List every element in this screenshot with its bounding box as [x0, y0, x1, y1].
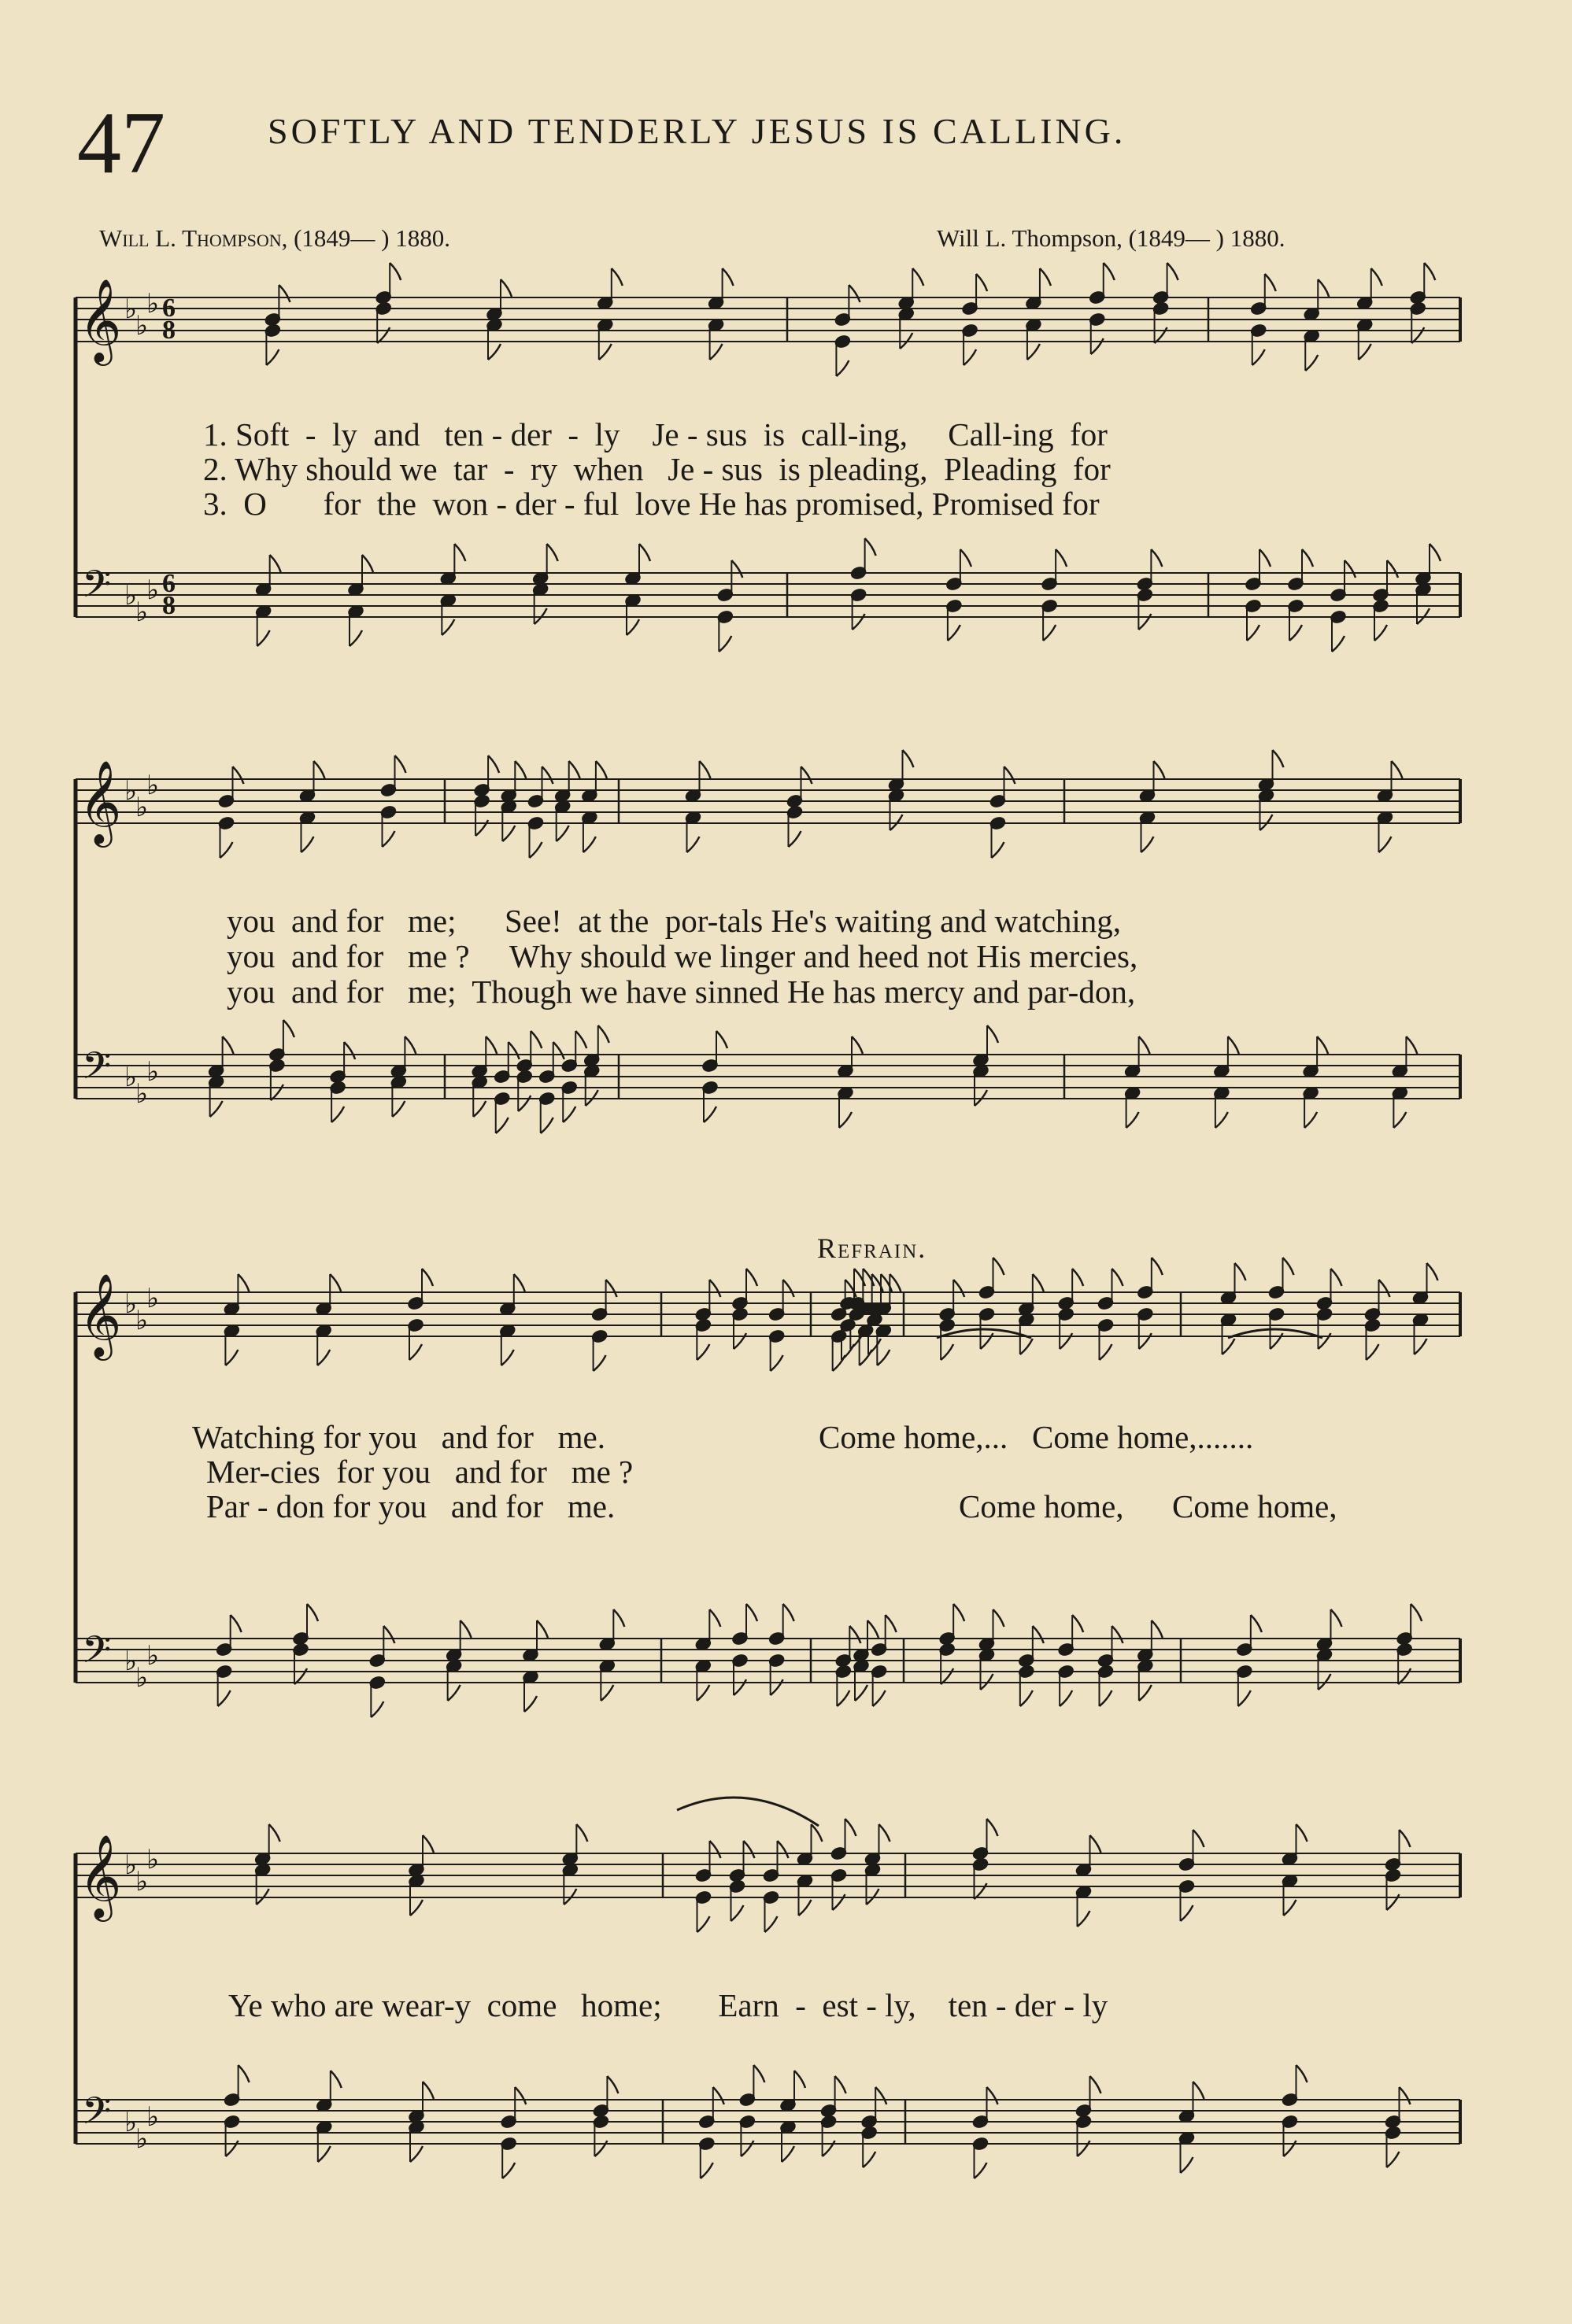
- lyric-line: Mer-cies for you and for me ?: [206, 1454, 634, 1490]
- note-flag: [1238, 1690, 1251, 1706]
- flat-sign: ♭: [135, 2123, 149, 2155]
- note-flag: [514, 1274, 525, 1291]
- note-flag: [524, 1696, 537, 1712]
- lyric-line: 2. Why should we tar - ry when Je - sus is pleading, Pleading for: [203, 451, 1111, 487]
- note-flag: [1060, 1690, 1072, 1706]
- note-flag: [1141, 837, 1154, 852]
- note-flag: [1345, 560, 1356, 578]
- note-flag: [501, 279, 512, 297]
- note-flag: [865, 538, 876, 556]
- note-flag: [778, 1841, 789, 1858]
- note-flag: [845, 1819, 856, 1836]
- note-flag: [515, 2087, 526, 2104]
- note-flag: [314, 761, 325, 778]
- note-flag: [461, 1620, 472, 1638]
- note-flag: [837, 1690, 849, 1706]
- note-flag: [716, 1031, 727, 1048]
- note-flag: [1252, 349, 1265, 365]
- flat-sign: ♭: [146, 1056, 160, 1088]
- note-flag: [405, 1036, 416, 1054]
- note-flag: [283, 1020, 294, 1037]
- note-flag: [731, 1905, 744, 1921]
- note-flag: [1318, 279, 1329, 297]
- note-flag: [423, 2082, 434, 2099]
- note-flag: [782, 2146, 794, 2162]
- time-signature: 8: [162, 591, 176, 620]
- note-flag: [1090, 2076, 1101, 2093]
- note-flag: [210, 1101, 223, 1117]
- note-flag: [867, 1620, 878, 1638]
- note-flag: [390, 263, 401, 280]
- note-flag: [307, 1604, 318, 1621]
- note-flag: [1215, 1112, 1228, 1128]
- note-flag: [1193, 1830, 1204, 1847]
- note-flag: [765, 1916, 778, 1932]
- lyric-line: 3. O for the won - der - ful love He has promised, Promised for: [203, 486, 1100, 522]
- flat-sign: ♭: [124, 580, 138, 611]
- note-flag: [266, 349, 279, 365]
- note-flag: [1152, 1258, 1163, 1275]
- flat-sign: ♭: [135, 310, 149, 342]
- note-flag: [771, 1355, 783, 1371]
- note-flag: [746, 1604, 757, 1621]
- note-flag: [1305, 355, 1318, 371]
- note-flag: [1265, 274, 1276, 291]
- note-flag: [1331, 1609, 1342, 1627]
- note-flag: [350, 630, 362, 646]
- note-flag: [1100, 1344, 1112, 1360]
- note-flag: [700, 761, 711, 778]
- note-flag: [537, 1620, 548, 1638]
- note-flag: [789, 831, 801, 847]
- lyric-line: you and for me; Though we have sinned He has mercy and par-don,: [227, 974, 1136, 1010]
- words-credit: Will L. Thompson, (1849— ) 1880.: [99, 224, 451, 252]
- lyric-line: you and for me; See! at the por-tals He's waiting and watching,: [227, 903, 1122, 939]
- note-flag: [855, 1685, 867, 1701]
- note-flag: [269, 1824, 280, 1842]
- note-flag: [486, 1036, 497, 1054]
- note-flag: [948, 625, 960, 641]
- note-flag: [1400, 1830, 1411, 1847]
- note-flag: [362, 555, 373, 572]
- note-flag: [448, 1685, 461, 1701]
- flat-sign: ♭: [135, 1078, 149, 1110]
- note-flag: [783, 1280, 794, 1297]
- treble-clef: 𝄞: [79, 278, 122, 362]
- treble-clef: 𝄞: [79, 1273, 122, 1357]
- note-flag: [225, 1350, 238, 1365]
- note-flag: [1331, 1269, 1342, 1286]
- note-flag: [344, 1042, 355, 1059]
- note-flag: [1317, 1036, 1328, 1054]
- time-signature: 6: [162, 294, 176, 323]
- note-flag: [530, 842, 542, 858]
- flat-sign: ♭: [124, 775, 138, 807]
- note-flag: [852, 1036, 863, 1054]
- flat-sign: ♭: [124, 294, 138, 325]
- note-flag: [1289, 625, 1302, 641]
- note-flag: [1411, 1604, 1422, 1621]
- note-flag: [1181, 1905, 1193, 1921]
- note-flag: [849, 285, 860, 302]
- flat-sign: ♭: [124, 1288, 138, 1320]
- note-flag: [1367, 1344, 1379, 1360]
- note-flag: [1400, 2087, 1411, 2104]
- flat-sign: ♭: [135, 597, 149, 628]
- note-flag: [1167, 263, 1178, 280]
- note-flag: [863, 2152, 875, 2167]
- note-flag: [1332, 636, 1345, 652]
- treble-clef: 𝄞: [79, 1834, 122, 1918]
- note-flag: [1104, 263, 1115, 280]
- note-flag: [257, 630, 270, 646]
- refrain-lyric-upper: Come home,... Come home,.......: [819, 1419, 1254, 1455]
- music-credit: Will L. Thompson, (1849— ) 1880.: [937, 224, 1285, 252]
- lyric-line: 1. Soft - ly and ten - der - ly Je - sus is call-ing, Call-ing for: [203, 416, 1108, 453]
- time-signature: 6: [162, 569, 176, 598]
- note-flag: [612, 268, 623, 286]
- bass-clef: 𝄢: [82, 562, 112, 615]
- note-flag: [1296, 1824, 1308, 1842]
- note-flag: [598, 1025, 609, 1043]
- note-flag: [383, 1626, 394, 1643]
- note-flag: [975, 2163, 987, 2178]
- note-flag: [606, 1280, 617, 1297]
- note-flag: [1072, 1269, 1083, 1286]
- note-flag: [1427, 1263, 1438, 1280]
- note-flag: [473, 1101, 486, 1117]
- note-flag: [1222, 1339, 1235, 1354]
- note-flag: [753, 2065, 764, 2082]
- note-flag: [801, 767, 812, 784]
- note-flag: [409, 1344, 422, 1360]
- time-signature: 8: [162, 316, 176, 345]
- flat-sign: ♭: [146, 2101, 160, 2133]
- note-flag: [1152, 1620, 1163, 1638]
- slur: [677, 1797, 819, 1826]
- note-flag: [886, 1615, 897, 1632]
- note-flag: [422, 1269, 433, 1286]
- note-flag: [1406, 1036, 1417, 1054]
- bass-clef: 𝄢: [82, 1044, 112, 1097]
- note-flag: [607, 2076, 618, 2093]
- note-flag: [873, 1690, 886, 1706]
- note-flag: [976, 274, 987, 291]
- note-flag: [794, 2071, 805, 2088]
- note-flag: [1393, 1112, 1406, 1128]
- note-flag: [1424, 263, 1435, 280]
- note-flag: [836, 360, 849, 376]
- note-flag: [488, 344, 501, 360]
- flat-sign: ♭: [146, 575, 160, 606]
- note-flag: [502, 826, 515, 841]
- note-flag: [1072, 1615, 1083, 1632]
- note-flag: [1139, 1685, 1152, 1701]
- note-flag: [731, 560, 742, 578]
- note-flag: [239, 2065, 250, 2082]
- flat-sign: ♭: [146, 770, 160, 801]
- note-flag: [697, 1685, 709, 1701]
- note-flag: [1090, 1835, 1101, 1853]
- note-flag: [509, 1042, 520, 1059]
- note-flag: [812, 1824, 823, 1842]
- note-flag: [1235, 1263, 1246, 1280]
- note-flag: [993, 1609, 1004, 1627]
- note-flag: [1126, 1112, 1139, 1128]
- note-flag: [442, 619, 454, 635]
- note-flag: [1154, 761, 1165, 778]
- note-flag: [330, 1274, 341, 1291]
- note-flag: [1181, 2157, 1193, 2173]
- note-flag: [557, 826, 569, 841]
- note-flag: [701, 2163, 713, 2178]
- note-flag: [371, 1701, 383, 1717]
- note-flag: [987, 1025, 998, 1043]
- note-flag: [454, 544, 465, 561]
- note-flag: [1284, 1900, 1296, 1916]
- note-flag: [383, 831, 395, 847]
- note-flag: [1139, 1036, 1150, 1054]
- flat-sign: ♭: [135, 1662, 149, 1694]
- note-flag: [223, 1036, 234, 1054]
- note-flag: [601, 1685, 613, 1701]
- note-flag: [1247, 625, 1259, 641]
- note-flag: [1302, 549, 1313, 567]
- note-flag: [1387, 560, 1398, 578]
- note-flag: [1296, 2065, 1308, 2082]
- note-flag: [839, 1112, 852, 1128]
- note-flag: [1033, 1626, 1044, 1643]
- note-flag: [849, 1626, 860, 1643]
- note-flag: [697, 1344, 709, 1360]
- note-flag: [1259, 549, 1271, 567]
- note-flag: [1273, 750, 1284, 767]
- note-flag: [488, 756, 499, 773]
- refrain-lyric-lower: Come home, Come home,: [959, 1488, 1337, 1524]
- note-flag: [238, 1274, 249, 1291]
- note-flag: [941, 1344, 953, 1360]
- note-flag: [835, 2076, 846, 2093]
- bass-clef: 𝄢: [82, 1628, 112, 1681]
- note-flag: [317, 1350, 330, 1365]
- note-flag: [331, 2071, 342, 2088]
- note-flag: [744, 1841, 755, 1858]
- note-flag: [1392, 761, 1403, 778]
- bass-clef: 𝄢: [82, 2089, 112, 2142]
- note-flag: [596, 761, 607, 778]
- note-flag: [231, 1615, 242, 1632]
- note-flag: [576, 1824, 587, 1842]
- note-flag: [1304, 1112, 1317, 1128]
- note-flag: [960, 549, 971, 567]
- note-flag: [395, 756, 406, 773]
- note-flag: [410, 1900, 423, 1916]
- note-flag: [964, 349, 976, 365]
- note-flag: [541, 1118, 553, 1133]
- flat-sign: ♭: [135, 1305, 149, 1336]
- treble-clef: 𝄞: [79, 759, 122, 844]
- note-flag: [1004, 767, 1015, 784]
- lyric-line: Ye who are wear-y come home; Earn - est - ly, ten - der - ly: [228, 1987, 1108, 2023]
- note-flag: [542, 767, 553, 784]
- note-flag: [547, 544, 558, 561]
- note-flag: [553, 1042, 564, 1059]
- note-flag: [639, 544, 650, 561]
- note-flag: [583, 837, 596, 852]
- note-flag: [331, 1107, 344, 1122]
- note-flag: [1430, 544, 1441, 561]
- lyric-line: you and for me ? Why should we linger and heed not His mercies,: [227, 938, 1138, 974]
- note-flag: [392, 1101, 405, 1117]
- note-flag: [1020, 1690, 1033, 1706]
- note-flag: [697, 1916, 710, 1932]
- note-flag: [1193, 2082, 1204, 2099]
- note-flag: [496, 1118, 509, 1133]
- flat-sign: ♭: [146, 1844, 160, 1875]
- note-flag: [987, 2087, 998, 2104]
- note-flag: [627, 619, 639, 635]
- note-flag: [502, 2163, 515, 2178]
- flat-sign: ♭: [146, 288, 160, 320]
- note-flag: [1415, 1339, 1427, 1354]
- note-flag: [1151, 549, 1162, 567]
- note-flag: [301, 837, 314, 852]
- note-flag: [594, 1355, 606, 1371]
- note-flag: [719, 636, 731, 652]
- note-flag: [1056, 549, 1067, 567]
- flat-sign: ♭: [124, 1646, 138, 1677]
- note-flag: [410, 2146, 423, 2162]
- note-flag: [1374, 625, 1387, 641]
- note-flag: [953, 1280, 964, 1297]
- note-flag: [903, 750, 914, 767]
- hymn-title: SOFTLY AND TENDERLY JESUS IS CALLING.: [268, 111, 1126, 151]
- flat-sign: ♭: [146, 1640, 160, 1672]
- lyric-line: Watching for you and for me.: [192, 1419, 605, 1455]
- note-flag: [709, 1280, 720, 1297]
- flat-sign: ♭: [124, 1062, 138, 1093]
- note-flag: [1112, 1269, 1123, 1286]
- note-flag: [501, 1350, 514, 1365]
- note-flag: [1020, 1339, 1033, 1354]
- flat-sign: ♭: [124, 1849, 138, 1881]
- note-flag: [1043, 625, 1056, 641]
- note-flag: [1078, 1911, 1090, 1927]
- note-flag: [1387, 2152, 1400, 2167]
- note-flag: [783, 1604, 794, 1621]
- flat-sign: ♭: [124, 2107, 138, 2138]
- note-flag: [1251, 1615, 1262, 1632]
- note-flag: [1359, 344, 1371, 360]
- note-flag: [710, 1841, 721, 1858]
- refrain-label: Refrain.: [817, 1232, 927, 1264]
- lyric-line: Par - don for you and for me.: [206, 1488, 616, 1524]
- note-flag: [599, 344, 612, 360]
- note-flag: [799, 1900, 812, 1916]
- note-flag: [1379, 1280, 1390, 1297]
- note-flag: [613, 1609, 624, 1627]
- flat-sign: ♭: [135, 792, 149, 823]
- note-flag: [1027, 344, 1040, 360]
- note-flag: [1283, 1258, 1294, 1275]
- note-flag: [1228, 1036, 1239, 1054]
- note-flag: [218, 1690, 231, 1706]
- note-flag: [318, 2146, 331, 2162]
- note-flag: [723, 268, 734, 286]
- note-flag: [515, 761, 526, 778]
- note-flag: [704, 1107, 716, 1122]
- note-flag: [1040, 268, 1051, 286]
- note-flag: [575, 1031, 586, 1048]
- note-flag: [953, 1604, 964, 1621]
- note-flag: [233, 767, 244, 784]
- note-flag: [423, 1835, 434, 1853]
- flat-sign: ♭: [146, 1283, 160, 1314]
- note-flag: [713, 2087, 724, 2104]
- note-flag: [1033, 1274, 1044, 1291]
- note-flag: [875, 2087, 886, 2104]
- flat-sign: ♭: [135, 1866, 149, 1897]
- hymn-number: 47: [77, 94, 165, 192]
- note-flag: [1371, 268, 1382, 286]
- note-flag: [563, 1107, 575, 1122]
- note-flag: [993, 1258, 1004, 1275]
- note-flag: [912, 268, 923, 286]
- note-flag: [710, 344, 723, 360]
- note-flag: [879, 1824, 890, 1842]
- note-flag: [279, 285, 290, 302]
- note-flag: [868, 1339, 881, 1354]
- note-flag: [709, 1609, 720, 1627]
- note-flag: [987, 1819, 998, 1836]
- note-flag: [569, 761, 580, 778]
- note-flag: [1379, 837, 1392, 852]
- note-flag: [746, 1269, 757, 1286]
- note-flag: [270, 555, 281, 572]
- note-flag: [877, 1350, 890, 1365]
- note-flag: [220, 842, 233, 858]
- note-flag: [687, 837, 700, 852]
- note-flag: [992, 842, 1004, 858]
- note-flag: [531, 1031, 542, 1048]
- note-flag: [1112, 1626, 1123, 1643]
- note-flag: [1100, 1690, 1112, 1706]
